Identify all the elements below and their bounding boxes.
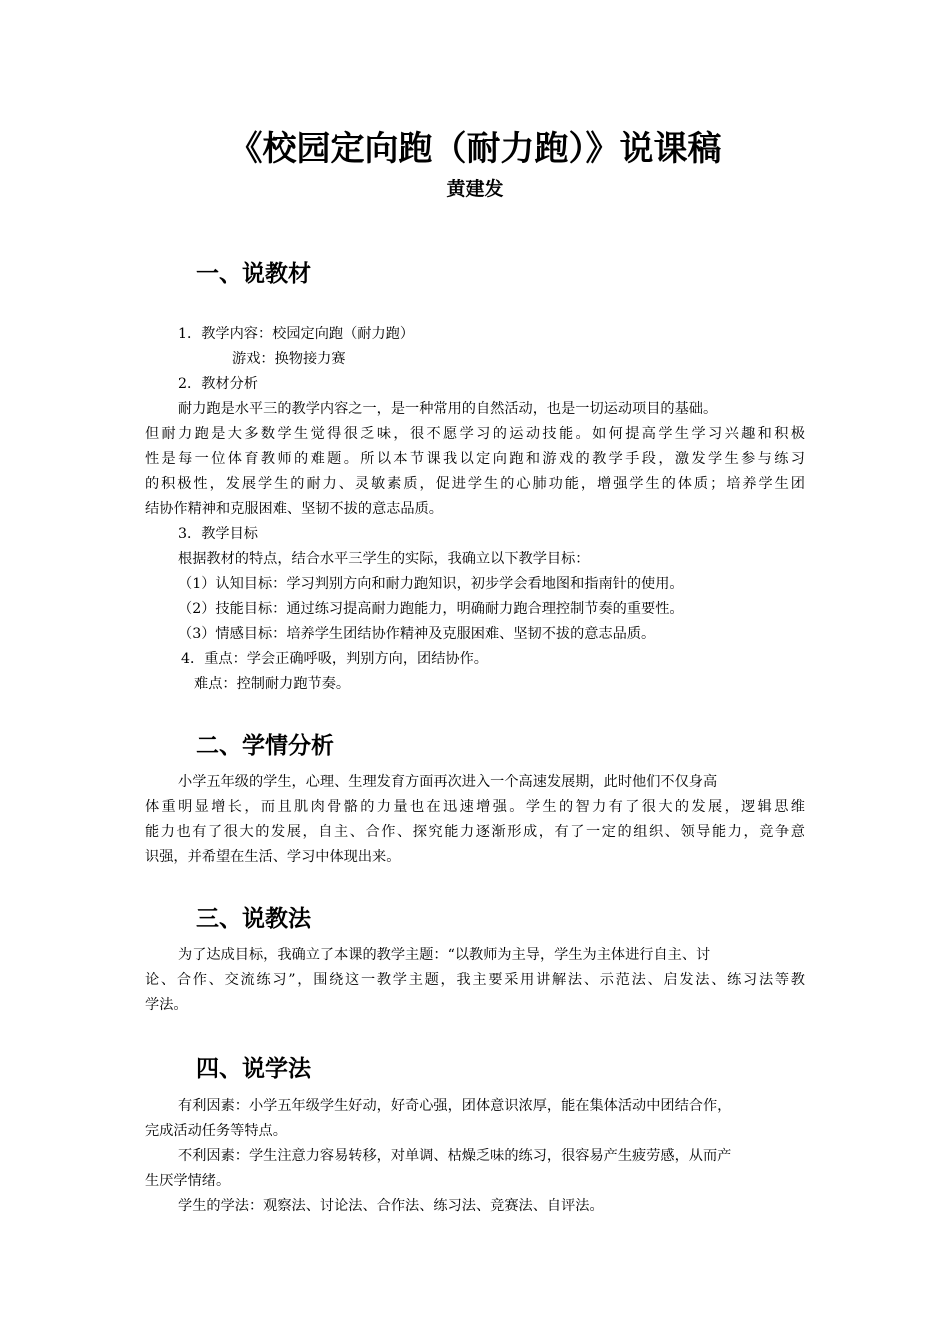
goal-cognitive: （1）认知目标：学习判别方向和耐力跑知识，初步学会看地图和指南针的使用。 [178, 576, 684, 592]
key-point-item: 4．重点：学会正确呼吸，判别方向，团结协作。 [181, 651, 488, 667]
paragraph-line: 为了达成目标，我确立了本课的教学主题：“以教师为主导，学生为主体进行自主、讨 [178, 947, 711, 963]
paragraph-line: 性是每一位体育教师的难题。所以本节课我以定向跑和游戏的教学手段，激发学生参与练习 [145, 451, 805, 467]
paragraph-line: 体重明显增长，而且肌肉骨骼的力量也在迅速增强。学生的智力有了很大的发展，逻辑思维 [145, 799, 805, 815]
paragraph-line: 论、合作、交流练习”，围绕这一教学主题，我主要采用讲解法、示范法、启发法、练习法等教 [145, 972, 805, 988]
section-heading-learning-methods: 四、说学法 [196, 1056, 311, 1082]
textbook-analysis-item: 2．教材分析 [178, 376, 258, 392]
paragraph-line: 结协作精神和克服困难、坚韧不拔的意志品质。 [145, 501, 443, 517]
difficult-point-item: 难点：控制耐力跑节奏。 [194, 676, 351, 692]
goals-intro: 根据教材的特点，结合水平三学生的实际，我确立以下教学目标： [178, 551, 590, 567]
teaching-content-item: 1．教学内容：校园定向跑（耐力跑） [178, 326, 415, 342]
paragraph-line: 学法。 [145, 997, 188, 1013]
author-name: 黄建发 [446, 178, 504, 200]
paragraph-line: 学生的学法：观察法、讨论法、合作法、练习法、竞赛法、自评法。 [178, 1198, 604, 1214]
paragraph-line: 的积极性，发展学生的耐力、灵敏素质，促进学生的心肺功能，增强学生的体质；培养学生团 [145, 476, 805, 492]
paragraph-line: 耐力跑是水平三的教学内容之一，是一种常用的自然活动，也是一切运动项目的基础。 [178, 401, 718, 417]
teaching-goals-item: 3．教学目标 [178, 526, 258, 542]
paragraph-line: 能力也有了很大的发展，自主、合作、探究能力逐渐形成，有了一定的组织、领导能力，竞争意 [145, 824, 805, 840]
paragraph-line: 识强，并希望在生活、学习中体现出来。 [145, 849, 401, 865]
goal-emotion: （3）情感目标：培养学生团结协作精神及克服困难、坚韧不拔的意志品质。 [178, 626, 656, 642]
paragraph-line: 有利因素：小学五年级学生好动，好奇心强，团体意识浓厚，能在集体活动中团结合作， [178, 1098, 732, 1114]
paragraph-line: 但耐力跑是大多数学生觉得很乏味，很不愿学习的运动技能。如何提高学生学习兴趣和积极 [145, 426, 805, 442]
section-heading-student-analysis: 二、学情分析 [196, 733, 334, 759]
paragraph-line: 小学五年级的学生，心理、生理发育方面再次进入一个高速发展期，此时他们不仅身高 [178, 774, 718, 790]
goal-skill: （2）技能目标：通过练习提高耐力跑能力，明确耐力跑合理控制节奏的重要性。 [178, 601, 684, 617]
paragraph-line: 生厌学情绪。 [145, 1173, 231, 1189]
section-heading-textbook: 一、说教材 [196, 261, 311, 287]
game-item: 游戏：换物接力赛 [232, 351, 346, 367]
section-heading-teaching-methods: 三、说教法 [196, 906, 311, 932]
paragraph-line: 完成活动任务等特点。 [145, 1123, 287, 1139]
paragraph-line: 不利因素：学生注意力容易转移，对单调、枯燥乏味的练习，很容易产生疲劳感，从而产 [178, 1148, 732, 1164]
document-title: 《校园定向跑（耐力跑）》说课稿 [228, 129, 722, 169]
